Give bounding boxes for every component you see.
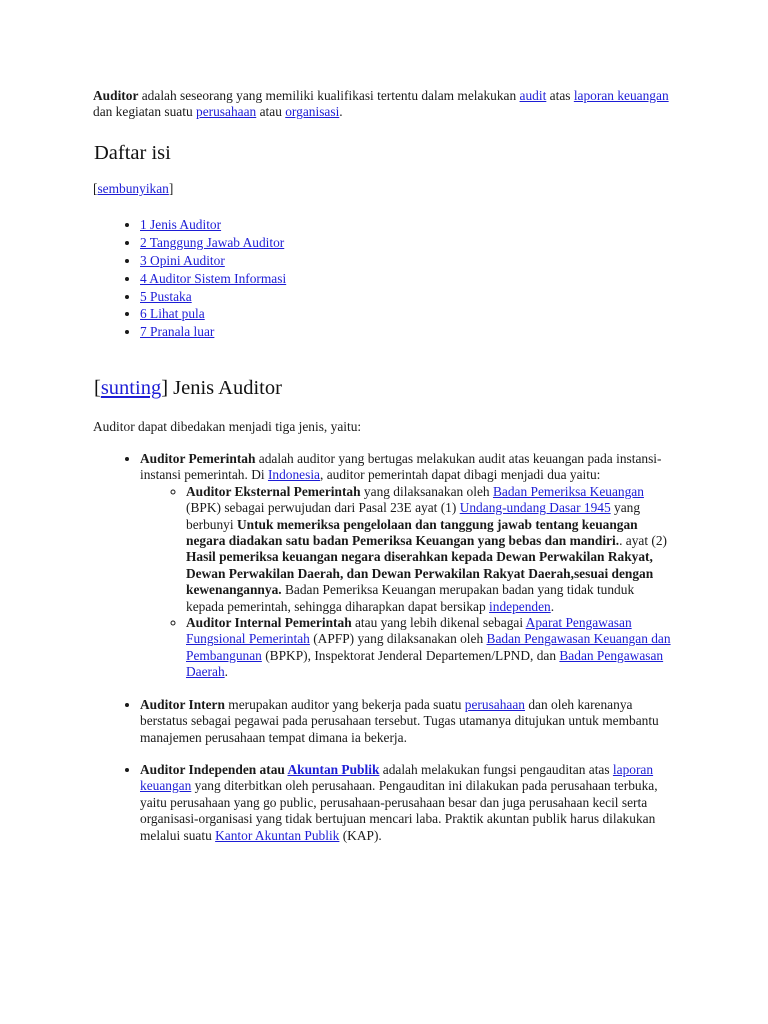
body-text: adalah melakukan fungsi pengauditan atas — [379, 761, 613, 777]
body-text: yang dilaksanakan oleh — [360, 483, 493, 499]
body-text: merupakan auditor yang bekerja pada suatu — [224, 696, 465, 712]
section-lead: Auditor dapat dibedakan menjadi tiga jenis, yaitu: — [93, 419, 362, 434]
bracket: [ — [93, 181, 98, 196]
term-independen: Auditor Independen atau — [140, 761, 288, 777]
toc-hide-link[interactable]: sembunyikan — [97, 181, 169, 196]
link-laporan-keuangan[interactable]: laporan keuangan — [573, 88, 669, 103]
term-pemerintah: Auditor Pemerintah — [140, 451, 256, 466]
body-text: (KAP). — [339, 827, 382, 843]
toc-item — [140, 270, 540, 288]
intro-paragraph — [93, 88, 683, 121]
toc-item — [140, 252, 540, 270]
toc-link-pustaka[interactable]: 5 Pustaka — [140, 288, 192, 304]
body-text: . ayat (2) — [619, 533, 668, 549]
intro-text: . — [339, 104, 343, 120]
intro-text: atas — [546, 88, 574, 103]
toc-item — [140, 288, 540, 306]
term-intern: Auditor Intern — [140, 696, 225, 712]
body-text: dan oleh karenanya berstatus sebagai pegawai pada perusahaan tersebut. Tugas utamanya ditujukan untuk membantu manajemen perusahaan tempat dimana ia bekerja. — [140, 696, 659, 745]
bracket: [ — [94, 377, 101, 399]
link-indonesia[interactable]: Indonesia — [267, 467, 320, 483]
pemerintah-sublist — [140, 484, 675, 681]
link-organisasi[interactable]: organisasi — [285, 104, 340, 120]
body-text: yang diterbitkan oleh perusahaan. Pengauditan ini dilakukan pada perusahaan terbuka, yaitu perusahaan yang go public, perusahaan-perusahaan besar dan juga perusahaan kecil serta organisasi-organisasi yang tidak bertujuan mencari laba. Praktik akuntan publik harus dilakukan melalui suatu — [140, 778, 658, 843]
list-item-internal — [186, 615, 675, 681]
link-bpkp[interactable]: Badan Pengawasan Keuangan dan Pembangunan — [186, 631, 671, 663]
quote-ayat-1: Untuk memeriksa pengelolaan dan tanggung jawab tentang keuangan negara diadakan satu badan Pemeriksa Keuangan yang bebas dan mandiri. — [186, 516, 638, 549]
toc-link-sistem-informasi[interactable]: 4 Auditor Sistem Informasi — [140, 270, 287, 286]
bracket: ] — [168, 181, 174, 196]
body-text: yang berbunyi — [186, 500, 641, 532]
link-laporan-keuangan-2[interactable]: laporan keuangan — [140, 761, 654, 794]
link-bpk[interactable]: Badan Pemeriksa Keuangan — [492, 483, 644, 499]
toc-item — [140, 216, 540, 234]
toc-link-pranala-luar[interactable]: 7 Pranala luar — [140, 324, 215, 340]
body-text: (APFP) yang dilaksanakan oleh — [309, 631, 487, 647]
intro-text: adalah seseorang yang memiliki kualifikasi tertentu dalam melakukan — [138, 88, 520, 103]
link-apfp[interactable]: Aparat Pengawasan Fungsional Pemerintah — [186, 615, 632, 647]
intro-text: atau — [256, 104, 286, 120]
bracket: ] — [161, 377, 169, 399]
term-internal: Auditor Internal Pemerintah — [186, 615, 352, 631]
body-text: atau yang lebih dikenal sebagai — [351, 615, 526, 631]
link-bawasda[interactable]: Badan Pengawasan Daerah — [186, 647, 664, 680]
body-text: (BPKP), Inspektorat Jenderal Departemen/LPND, dan — [261, 647, 560, 663]
link-audit[interactable]: audit — [519, 88, 547, 103]
toc-link-lihat-pula[interactable]: 6 Lihat pula — [140, 306, 205, 322]
body-text: adalah auditor yang bertugas melakukan audit atas keuangan pada instansi-instansi pemerintah. Di — [140, 451, 662, 483]
link-perusahaan-2[interactable]: perusahaan — [464, 696, 526, 712]
intro-term: Auditor — [93, 88, 139, 103]
table-of-contents — [0, 216, 540, 341]
auditor-types-list — [0, 451, 675, 860]
list-item-eksternal — [186, 484, 675, 615]
list-item-independen — [140, 762, 675, 844]
body-text: (BPK) sebagai perwujudan dari Pasal 23E ayat (1) — [186, 500, 460, 516]
toc-link-tanggung-jawab[interactable]: 2 Tanggung Jawab Auditor — [140, 234, 285, 250]
toc-toggle — [93, 181, 173, 197]
quote-ayat-2: Hasil pemeriksa keuangan negara diserahkan kepada Dewan Perwakilan Rakyat, Dewan Perwakilan Daerah, dan Dewan Perwakilan Rakyat Daerah,sesuai dengan kewenangannya. — [186, 549, 654, 598]
list-item-pemerintah — [140, 451, 675, 681]
body-text: , auditor pemerintah dapat dibagi menjadi dua yaitu: — [320, 467, 601, 483]
toc-item — [140, 234, 540, 252]
link-kap[interactable]: Kantor Akuntan Publik — [215, 827, 340, 843]
toc-item — [140, 305, 540, 323]
toc-heading: Daftar isi — [94, 142, 171, 164]
link-uud-1945[interactable]: Undang-undang Dasar 1945 — [459, 500, 611, 516]
section-title: Jenis Auditor — [168, 377, 282, 399]
link-perusahaan[interactable]: perusahaan — [196, 104, 257, 120]
list-item-intern — [140, 697, 675, 746]
section-heading — [94, 376, 282, 400]
toc-link-jenis-auditor[interactable]: 1 Jenis Auditor — [140, 217, 222, 232]
toc-item — [140, 323, 540, 341]
link-independen[interactable]: independen — [489, 598, 551, 614]
toc-link-opini-auditor[interactable]: 3 Opini Auditor — [140, 252, 225, 268]
intro-text: dan kegiatan suatu — [93, 104, 196, 120]
body-text: Badan Pemeriksa Keuangan merupakan badan yang tidak tunduk kepada pemerintah, sehingga diharapkan dapat bersikap — [186, 582, 635, 614]
body-text: . — [224, 664, 229, 680]
edit-section-link[interactable]: sunting — [100, 377, 162, 399]
term-eksternal: Auditor Eksternal Pemerintah — [186, 483, 361, 499]
link-akuntan-publik[interactable]: Akuntan Publik — [287, 761, 380, 777]
body-text: . — [550, 598, 555, 614]
